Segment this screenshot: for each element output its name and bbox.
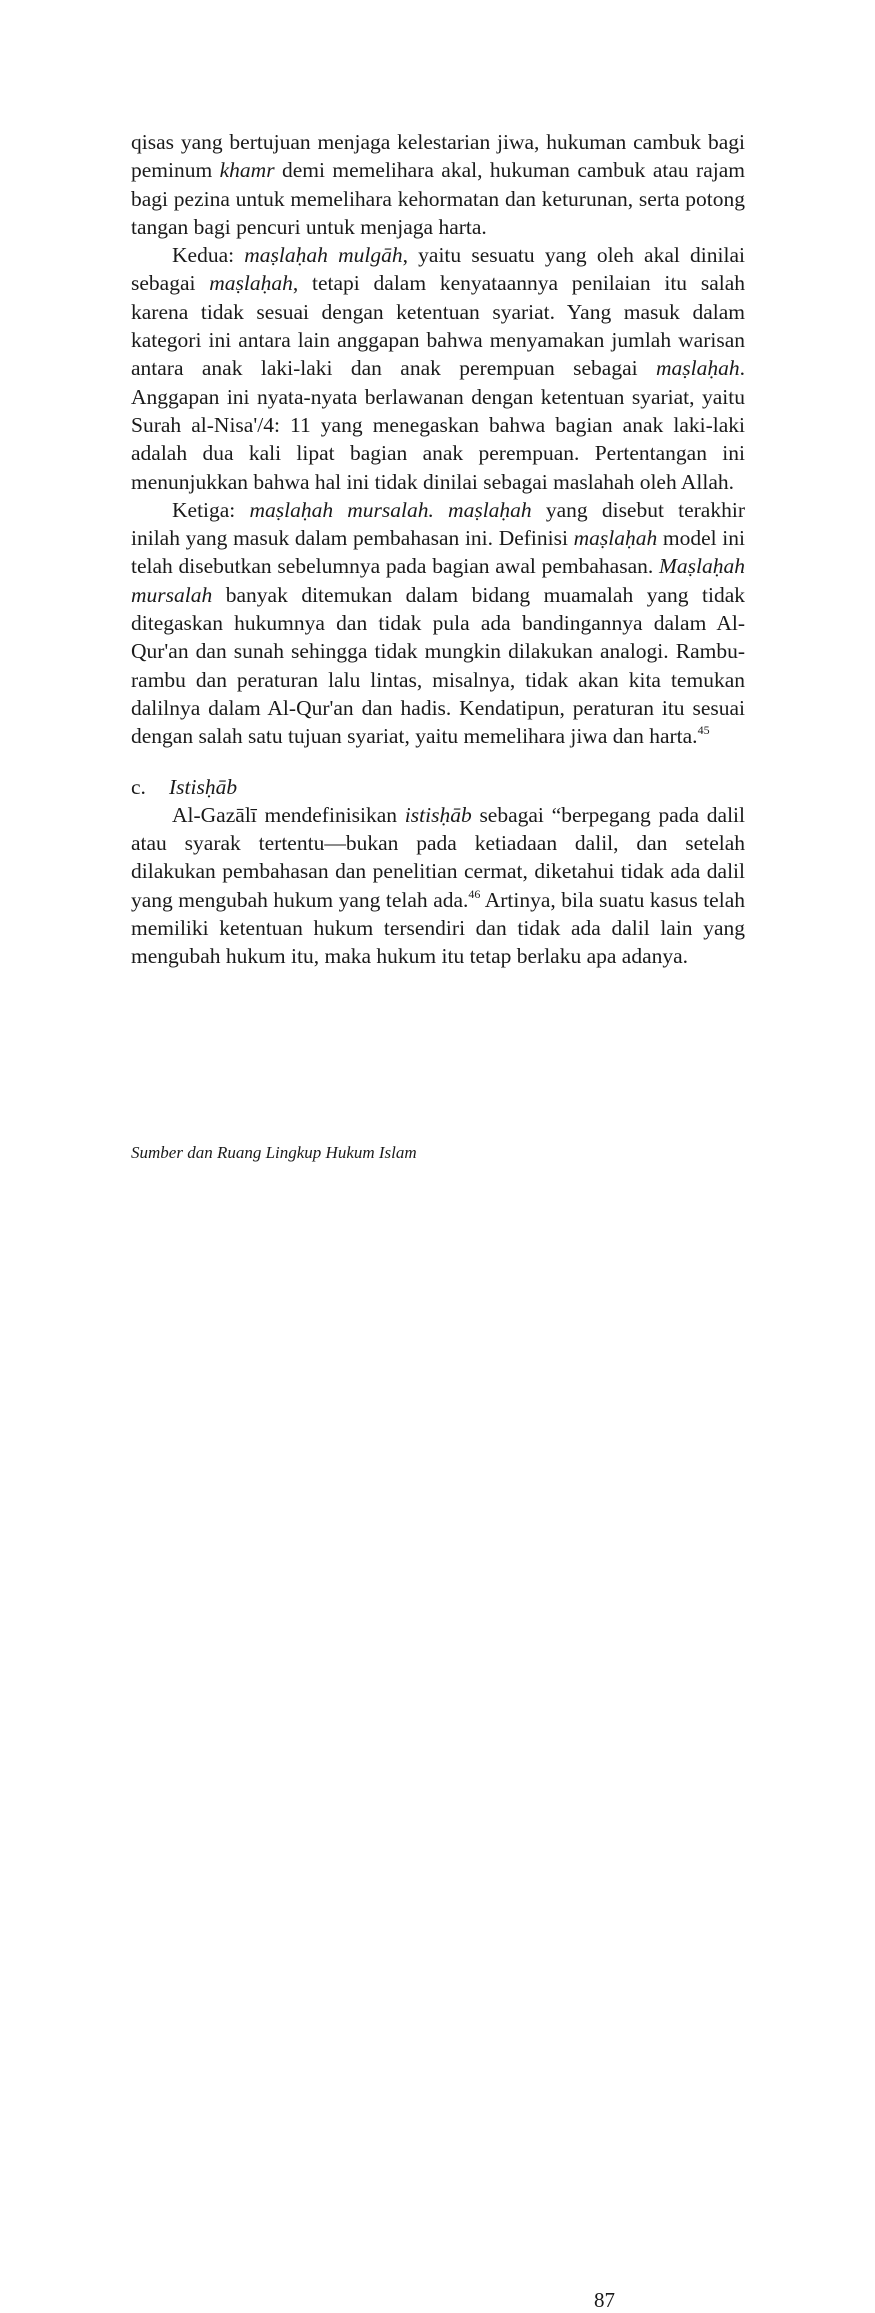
italic-term: maṣlaḥah [573, 526, 658, 551]
text-run: sebagai “berpegang pada dalil atau syarak tertentu—bukan pada ketiadaan dalil, dan setelah dilakukan pembahasan dan penelitian cermat, diketahui tidak ada dalil yang mengubah hukum yang telah ada. [131, 802, 745, 912]
text-run: banyak ditemukan dalam bidang muamalah yang tidak ditegaskan hukumnya dan tidak pula ada bandingannya dalam Al-Qur'an dan sunah sehingga tidak mungkin dilakukan analogi. Rambu-rambu dan peraturan lalu lintas, misalnya, tidak akan kita temukan dalilnya dalam Al-Qur'an dan hadis. Kendatipun, peraturan itu sesuai dengan salah satu tujuan syariat, yaitu memelihara jiwa dan harta. [131, 582, 745, 749]
section-body-text [131, 801, 745, 971]
page-number: 87 [594, 2288, 615, 2312]
page-footer [131, 1143, 745, 2312]
italic-term: maṣlaḥah [209, 271, 293, 296]
section-letter: c. [131, 774, 146, 799]
text-run: qisas yang bertujuan menjaga kelestarian jiwa, hukuman cambuk bagi peminum [131, 130, 745, 183]
text-run: Kedua: [172, 243, 245, 268]
paragraph [131, 241, 745, 496]
italic-term: istisḥāb [404, 802, 472, 827]
italic-term: khamr [219, 158, 275, 183]
italic-term: Maṣlaḥah mursalah [131, 554, 745, 607]
section-title: Istisḥāb [169, 774, 238, 799]
text-run: . Anggapan ini nyata-nyata berlawanan dengan ketentuan syariat, yaitu Surah al-Nisa'/4: 11 yang menegaskan bahwa bagian anak laki-laki adalah dua kali lipat bagian anak perempuan. Pertentangan ini menunjukkan bahwa hal ini tidak dinilai sebagai maslahah oleh Allah. [131, 356, 745, 494]
paragraph [131, 496, 745, 751]
text-run: Al-Gazālī mendefinisikan [172, 802, 405, 827]
text-run: yang disebut terakhir inilah yang masuk dalam pembahasan ini. Definisi [131, 497, 745, 551]
section-heading [131, 773, 745, 801]
text-run: Ketiga: [172, 497, 250, 522]
paragraph [131, 801, 745, 971]
italic-term: maṣlaḥah mulgāh [244, 243, 403, 268]
italic-term: maṣlaḥah [656, 356, 740, 381]
italic-term: maṣlaḥah mursalah. maṣlaḥah [249, 497, 532, 522]
body-text [131, 128, 745, 751]
footnote-ref: 46 [468, 886, 481, 901]
paragraph [131, 128, 745, 241]
text-run: , yaitu sesuatu yang oleh akal dinilai sebagai [131, 243, 745, 296]
text-run: demi memelihara akal, hukuman cambuk atau rajam bagi pezina untuk memelihara kehormatan dan keturunan, serta potong tangan bagi pencuri untuk menjaga harta. [131, 158, 745, 239]
footnote-ref: 45 [697, 723, 710, 738]
text-run: , tetapi dalam kenyataannya penilaian itu salah karena tidak sesuai dengan ketentuan syariat. Yang masuk dalam kategori ini antara lain anggapan bahwa menyamakan jumlah warisan antara anak laki-laki dan anak perempuan sebagai [131, 271, 746, 381]
page-body [131, 128, 745, 971]
text-run: Artinya, bila suatu kasus telah memiliki ketentuan hukum tersendiri dan tidak ada dalil lain yang mengubah hukum itu, maka hukum itu tetap berlaku apa adanya. [131, 887, 745, 969]
running-title: Sumber dan Ruang Lingkup Hukum Islam [131, 1143, 417, 1162]
text-run: model ini telah disebutkan sebelumnya pada bagian awal pembahasan. [131, 526, 745, 579]
